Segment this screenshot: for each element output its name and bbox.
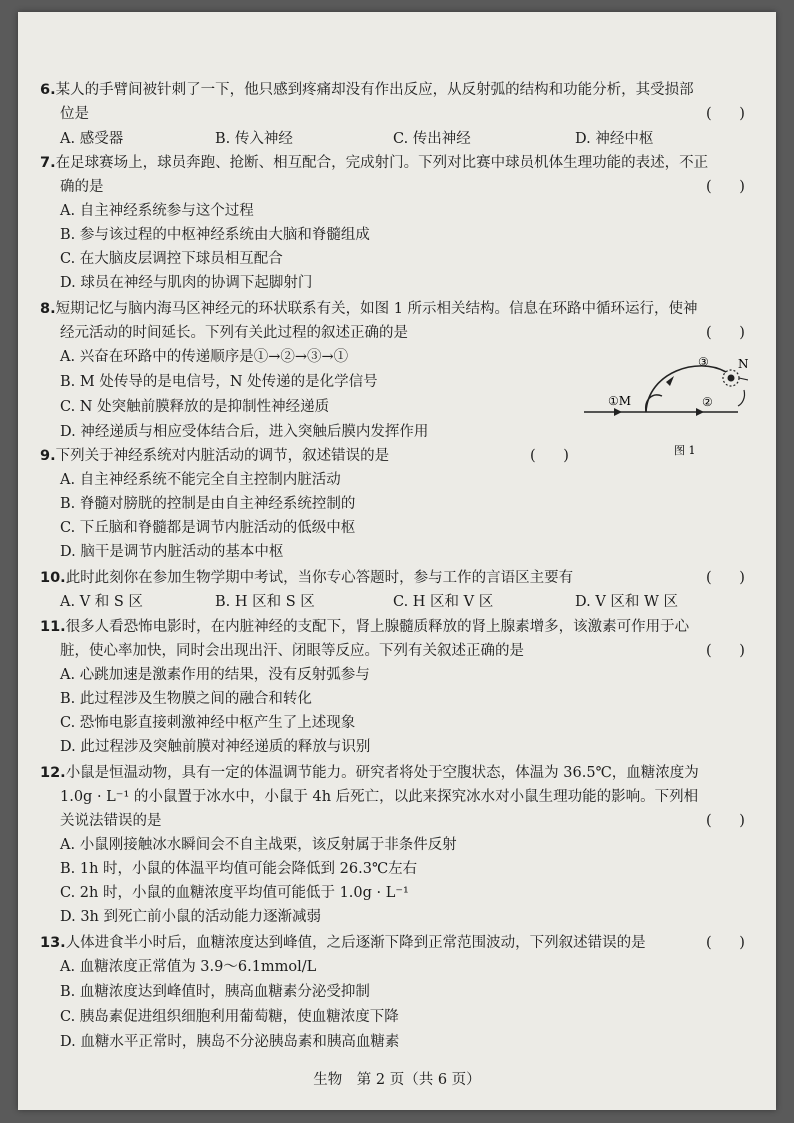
q10-option-c: C. H 区和 V 区 xyxy=(393,594,494,610)
q12-option-d: D. 3h 到死亡前小鼠的活动能力逐渐减弱 xyxy=(60,909,321,925)
q6-stem1: 某人的手臂间被针刺了一下，他只感到疼痛却没有作出反应，从反射弧的结构和功能分析，其受损部 xyxy=(55,82,694,98)
q11-option-a: A. 心跳加速是激素作用的结果，没有反射弧参与 xyxy=(60,667,370,683)
loop-foot xyxy=(646,395,662,412)
q7-number: 7. xyxy=(40,155,56,171)
q9-number: 9. xyxy=(40,448,56,464)
q10-option-b: B. H 区和 S 区 xyxy=(215,594,315,610)
q11-stem1: 很多人看恐怖电影时，在内脏神经的支配下，肾上腺髓质释放的肾上腺素增多，该激素可作用于心 xyxy=(65,619,690,635)
q11-stem-line1 xyxy=(40,617,689,637)
q11-option-d: D. 此过程涉及突触前膜对神经递质的释放与识别 xyxy=(60,739,371,755)
q12-stem2: 1.0g · L⁻¹ 的小鼠置于冰水中，小鼠于 4h 后死亡，以此来探究冰水对小鼠生理功能的影响。下列相 xyxy=(60,789,699,805)
q12-option-c: C. 2h 时，小鼠的血糖浓度平均值可能低于 1.0g · L⁻¹ xyxy=(60,885,409,901)
q8-answer-paren: ( ) xyxy=(706,325,745,341)
q8-option-b: B. M 处传导的是电信号，N 处传递的是化学信号 xyxy=(60,374,378,390)
q13-option-c: C. 胰岛素促进组织细胞利用葡萄糖，使血糖浓度下降 xyxy=(60,1009,399,1025)
q10-stem-line1 xyxy=(40,568,573,588)
q8-stem1: 短期记忆与脑内海马区神经元的环状联系有关，如图 1 所示相关结构。信息在环路中循环运行，使神 xyxy=(55,301,698,317)
fig-label-2: ② xyxy=(702,395,713,409)
q6-option-d: D. 神经中枢 xyxy=(575,131,654,147)
q10-answer-paren: ( ) xyxy=(706,570,745,586)
figure-1-neuron-loop xyxy=(578,342,748,462)
q6-option-a: A. 感受器 xyxy=(60,131,124,147)
return-curve xyxy=(738,390,745,406)
q6-option-b: B. 传入神经 xyxy=(215,131,293,147)
q13-stem-line1 xyxy=(40,933,646,953)
q10-option-d: D. V 区和 W 区 xyxy=(575,594,679,610)
q12-stem1: 小鼠是恒温动物，具有一定的体温调节能力。研究者将处于空腹状态，体温为 36.5℃，血糖浓度为 xyxy=(65,765,699,781)
q7-stem-line1 xyxy=(40,153,708,173)
q13-number: 13. xyxy=(40,935,66,951)
q13-stem1: 人体进食半小时后，血糖浓度达到峰值，之后逐渐下降到正常范围波动，下列叙述错误的是 xyxy=(65,935,646,951)
q9-option-a: A. 自主神经系统不能完全自主控制内脏活动 xyxy=(60,472,341,488)
fig-label-3: ③ xyxy=(698,355,709,369)
q9-stem-line1 xyxy=(40,446,389,466)
q8-option-c: C. N 处突触前膜释放的是抑制性神经递质 xyxy=(60,399,330,415)
q6-stem2: 位是 xyxy=(60,106,89,122)
q12-number: 12. xyxy=(40,765,66,781)
loop-arc xyxy=(646,366,726,412)
q12-stem3: 关说法错误的是 xyxy=(60,813,162,829)
q9-stem1: 下列关于神经系统对内脏活动的调节，叙述错误的是 xyxy=(55,448,390,464)
q12-option-b: B. 1h 时，小鼠的体温平均值可能会降低到 26.3℃左右 xyxy=(60,861,418,877)
q10-number: 10. xyxy=(40,570,66,586)
q10-option-a: A. V 和 S 区 xyxy=(60,594,143,610)
n-leader xyxy=(739,378,748,380)
q6-stem-line1 xyxy=(40,80,694,100)
arc-arrow xyxy=(666,376,674,386)
q9-option-d: D. 脑干是调节内脏活动的基本中枢 xyxy=(60,544,284,560)
q7-option-d: D. 球员在神经与肌肉的协调下起脚射门 xyxy=(60,275,313,291)
q7-option-b: B. 参与该过程的中枢神经系统由大脑和脊髓组成 xyxy=(60,227,370,243)
q6-answer-paren: ( ) xyxy=(706,106,745,122)
arrow-left xyxy=(614,408,622,416)
q12-stem-line1 xyxy=(40,763,699,783)
q12-option-a: A. 小鼠刚接触冰水瞬间会不自主战栗，该反射属于非条件反射 xyxy=(60,837,457,853)
q11-option-c: C. 恐怖电影直接刺激神经中枢产生了上述现象 xyxy=(60,715,356,731)
q7-answer-paren: ( ) xyxy=(706,179,745,195)
q11-answer-paren: ( ) xyxy=(706,643,745,659)
q13-option-b: B. 血糖浓度达到峰值时，胰高血糖素分泌受抑制 xyxy=(60,984,370,1000)
q13-option-d: D. 血糖水平正常时，胰岛不分泌胰岛素和胰高血糖素 xyxy=(60,1034,400,1050)
q8-number: 8. xyxy=(40,301,56,317)
q8-option-d: D. 神经递质与相应受体结合后，进入突触后膜内发挥作用 xyxy=(60,424,429,440)
q10-stem1: 此时此刻你在参加生物学期中考试，当你专心答题时，参与工作的言语区主要有 xyxy=(65,570,574,586)
q11-option-b: B. 此过程涉及生物膜之间的融合和转化 xyxy=(60,691,312,707)
q11-stem2: 脏，使心率加快，同时会出现出汗、闭眼等反应。下列有关叙述正确的是 xyxy=(60,643,524,659)
q8-stem-line1 xyxy=(40,299,698,319)
figure-caption: 图 1 xyxy=(674,444,696,457)
q6-option-c: C. 传出神经 xyxy=(393,131,471,147)
fig-label-1M: ①M xyxy=(608,394,632,408)
q11-number: 11. xyxy=(40,619,66,635)
q9-option-b: B. 脊髓对膀胱的控制是由自主神经系统控制的 xyxy=(60,496,356,512)
q12-answer-paren: ( ) xyxy=(706,813,745,829)
q13-option-a: A. 血糖浓度正常值为 3.9～6.1mmol/L xyxy=(60,959,317,975)
q9-option-c: C. 下丘脑和脊髓都是调节内脏活动的低级中枢 xyxy=(60,520,356,536)
q6-number: 6. xyxy=(40,82,56,98)
q8-stem2: 经元活动的时间延长。下列有关此过程的叙述正确的是 xyxy=(60,325,408,341)
q9-answer-paren: ( ) xyxy=(530,448,569,464)
q7-stem2: 确的是 xyxy=(60,179,104,195)
q8-option-a: A. 兴奋在环路中的传递顺序是①→②→③→① xyxy=(60,349,349,365)
exam-page xyxy=(18,12,776,1110)
q7-option-a: A. 自主神经系统参与这个过程 xyxy=(60,203,254,219)
q7-option-c: C. 在大脑皮层调控下球员相互配合 xyxy=(60,251,283,267)
q7-stem1: 在足球赛场上，球员奔跑、抢断、相互配合，完成射门。下列对比赛中球员机体生理功能的表述，不正 xyxy=(55,155,709,171)
page-footer: 生物 第 2 页（共 6 页） xyxy=(313,1072,481,1088)
arrow-right xyxy=(696,408,704,416)
q13-answer-paren: ( ) xyxy=(706,935,745,951)
synapse-n-core xyxy=(728,375,735,382)
fig-label-n: N xyxy=(738,357,748,371)
